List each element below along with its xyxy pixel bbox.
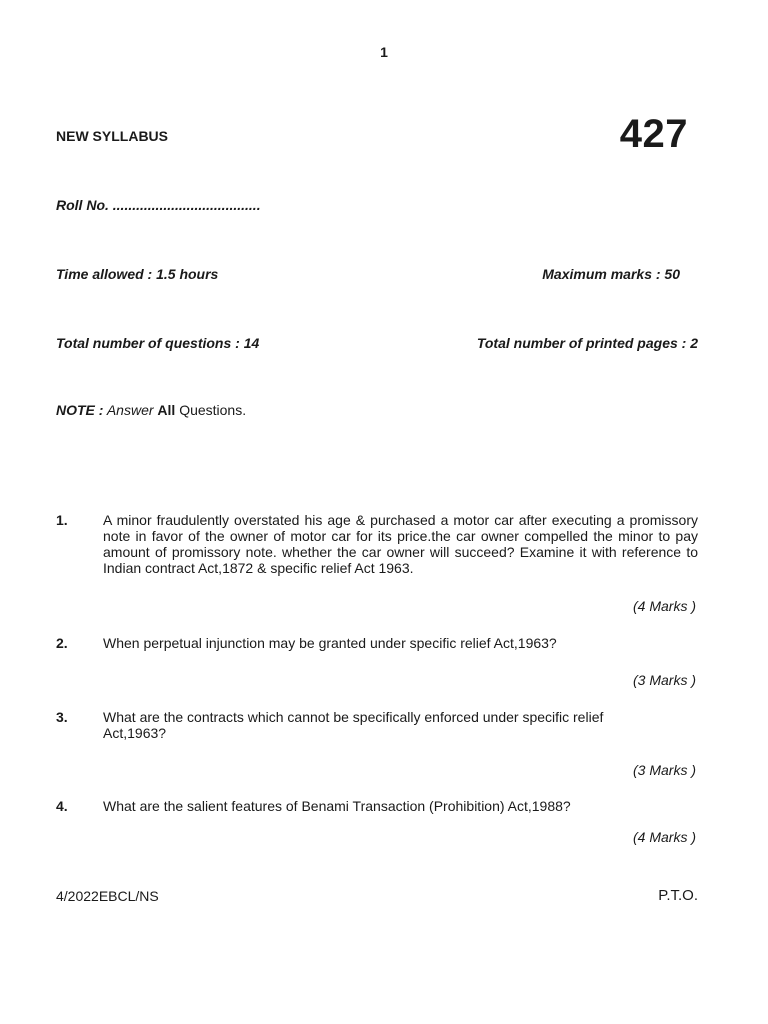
footer-paper-code: 4/2022EBCL/NS: [56, 888, 159, 904]
question-marks: (3 Marks ): [633, 762, 696, 778]
question-marks: (4 Marks ): [633, 829, 696, 845]
question-number: 2.: [56, 635, 68, 651]
note-label: NOTE :: [56, 402, 104, 418]
question-text: A minor fraudulently overstated his age & purchased a motor car after executing a promissory note in favor of the owner of motor car for its price.the car owner compelled the minor to pay amount of promissory note. whether the car owner will succeed? Examine it with reference to Indian contract Act,1872 & specific relief Act 1963.: [103, 512, 698, 576]
question-number: 3.: [56, 709, 68, 725]
question-number: 1.: [56, 512, 68, 528]
note-post: Questions.: [179, 402, 247, 418]
time-allowed: Time allowed : 1.5 hours: [56, 266, 219, 282]
maximum-marks: Maximum marks : 50: [542, 266, 680, 282]
question-marks: (3 Marks ): [633, 672, 696, 688]
question-text: When perpetual injunction may be granted under specific relief Act,1963?: [103, 635, 557, 651]
paper-code: 427: [619, 112, 688, 156]
question-marks: (4 Marks ): [633, 598, 696, 614]
note-emphasis: All: [157, 402, 176, 418]
question-number: 4.: [56, 798, 68, 814]
roll-number-line: Roll No. ......................................: [56, 197, 261, 213]
please-turn-over: P.T.O.: [658, 887, 698, 904]
page-number: 1: [380, 44, 388, 60]
question-text: What are the salient features of Benami Transaction (Prohibition) Act,1988?: [103, 798, 571, 814]
question-text: What are the contracts which cannot be specifically enforced under specific relief Act,1963?: [103, 709, 604, 741]
total-questions: Total number of questions : 14: [56, 335, 260, 351]
note-pre: Answer: [106, 402, 154, 418]
syllabus-label: NEW SYLLABUS: [56, 128, 168, 144]
total-printed-pages: Total number of printed pages : 2: [476, 335, 698, 351]
instruction-note: [56, 402, 246, 418]
